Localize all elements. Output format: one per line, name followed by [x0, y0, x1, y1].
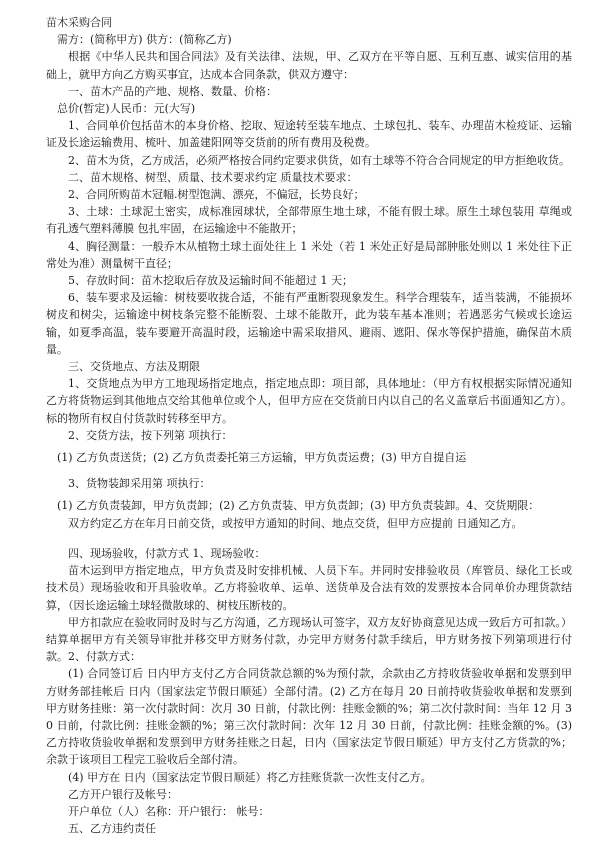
deduction-paragraph: 甲方扣款应在验收同时及时与乙方沟通，乙方现场认可签字，双方友好协商意见达成一致后方可扣款。）结算单据甲方有关领导审批并移交甲方财务付款，办完甲方财务付款手续后，甲方财务按下列第项进行付款。2、付款方式：: [46, 615, 572, 664]
section-1-item-1: 1、合同单价包括苗木的本身价格、挖取、短途转至装车地点、土球包扎、装车、办理苗木检疫证、运输证及长途运输费用、梳叶、加盖建阳网等交货前的所有费用及税费。: [46, 119, 572, 150]
section-4-heading: 四、现场验收，付款方式 1、现场验收：: [68, 546, 266, 560]
preamble-paragraph: 根据《中华人民共和国合同法》及有关法律、法规，甲、乙双方在平等自愿、互利互惠、诚实信用的基础上，就甲方向乙方购买事宜，达成本合同条款，供双方遵守：: [46, 50, 572, 81]
section-1-heading: 一、苗木产品的产地、规格、数量、价格：: [68, 84, 277, 98]
section-2-item-3: 3、土球：土球泥土密实，成标准园球状，全部带原生地土球，不能有假土球。原生土球包装用 草绳或有孔透气塑料薄膜 包扎牢固，在运输途中不能散开；: [46, 205, 572, 236]
payment-option-4: (4) 甲方在 日内（国家法定节假日顺延）将乙方挂账货款一次性支付乙方。: [68, 770, 432, 784]
delivery-method-options: (1) 乙方负责送货；(2) 乙方负责委托第三方运输，甲方负责运费；(3) 甲方自提自运: [57, 451, 467, 465]
section-3-item-2: 2、交货方法，按下列第 项执行：: [68, 428, 233, 442]
loading-options: (1) 乙方负责装卸，甲方负责卸；(2) 乙方负责装、甲方负责卸；(3) 甲方负责装卸。4、交货期限：: [57, 499, 540, 513]
section-2-item-6: 6、装车要求及运输：树枝要收拢合适，不能有严重断裂现象发生。科学合理装车，适当装满，不能损坏树皮和树尖，运输途中树枝条完整不能断裂、土球不能散开，此为装车基本准则；若遇恶劣气候或长途运输，如夏季高温，装车要避开高温时段，运输途中需采取措风、避雨、遮阳、保水等保护措施，确保苗木质量。: [46, 291, 572, 356]
account-holder-line: 开户单位（人）名称：开户银行： 帐号：: [68, 804, 270, 818]
payment-options-paragraph: (1) 合同签订后 日内甲方支付乙方合同货款总额的%为预付款，余款由乙方持收货验收单据和发票到甲方财务部挂帐后 日内（国家法定节假日顺延）全部付清。(2) 乙方在每月 20 日前持收货验收单据和发票到甲方财务挂账：第一次付款时间：次月 30 日前，付款比例：挂账金额的%；第二次付款时间：当年 12 月 30 日前，付款比例：挂账金额的%；第三次付款时间：次年 12 月 30 日前，付款比例：挂账金额的%。(3) 乙方持收货验收单据和发票到甲方财务挂账之日起，日内（国家法定节假日顺延）甲方支付乙方货款的%；余款于该项目工程完工验收后全部付清。: [46, 667, 572, 767]
parties-line: 需方：(简称甲方) 供方：(简称乙方): [57, 33, 232, 47]
section-2-item-5: 5、存放时间：苗木挖取后存放及运输时间不能超过 1 天；: [68, 274, 353, 288]
document-title: 苗木采购合同: [46, 16, 112, 29]
section-1-item-2: 2、苗木为货，乙方成活，必须严格按合同约定要求供货，如有土球等不符合合同规定的甲方拒绝收货。: [68, 153, 570, 167]
on-site-acceptance-paragraph: 苗木运到甲方指定地点，甲方负责及时安排机械、人员下车。并同时安排验收员（库管员、绿化工长或技术员）现场验收和开具验收单。乙方将验收单、运单、送货单及合法有效的发票按本合同单价办理货款结算，（因长途运输土球轻微散球的、树枝压断枝的。: [46, 564, 572, 612]
section-2-item-2: 2、合同所购苗木冠幅.树型饱满、漂亮，不偏冠，长势良好；: [68, 188, 365, 202]
total-price-line: 总价(暂定)人民币：元(大写): [57, 102, 196, 116]
delivery-deadline: 双方约定乙方在年月日前交货，或按甲方通知的时间、地点交货，但甲方应提前 日通知乙方。: [68, 516, 523, 530]
section-2-heading: 二、苗木规格、树型、质量、技术要求约定 质量技术要求：: [68, 170, 358, 184]
section-3-item-1: 1、交货地点为甲方工地现场指定地点，指定地点即：项目部，具体地址：（甲方有权根据实际情况通知乙方将货物运到其他地点交给其他单位或个人，但甲方应在交货前日内以自己的名义盖章后书面通知乙方）。标的物所有权自付货款时转移至甲方。: [46, 377, 572, 425]
section-5-heading: 五、乙方违约责任: [68, 822, 156, 836]
section-3-heading: 三、交货地点、方法及期限: [68, 360, 200, 374]
section-3-item-3: 3、货物装卸采用第 项执行：: [68, 477, 211, 491]
section-2-item-4: 4、胸径测量：一般乔木从植物土球土面处往上 1 米处（若 1 米处正好是局部肿胀处则以 1 米处往下正常处为准）测量树干直径；: [46, 239, 572, 270]
bank-account-line: 乙方开户银行及帐号：: [68, 787, 178, 801]
